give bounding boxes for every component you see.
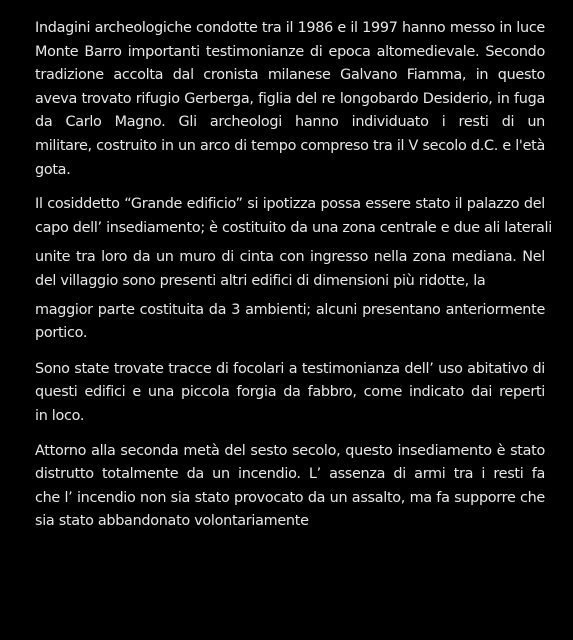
paragraph-excavations <box>35 17 545 182</box>
text-line: Sono state trovate tracce di focolari a testimonianza dell’ uso abitativo di <box>35 360 545 377</box>
text-line: militare, costruito in un arco di tempo compreso tra il V secolo d.C. e l'età <box>35 137 545 154</box>
text-line: aveva trovato rifugio Gerberga, figlia del re longobardo Desiderio, in fuga <box>35 90 545 107</box>
text-line: Monte Barro importanti testimonianze di epoca altomedievale. Secondo <box>35 43 545 60</box>
text-line: Indagini archeologiche condotte tra il 1986 e il 1997 hanno messo in luce <box>35 20 545 36</box>
paragraph-hearths <box>35 358 545 429</box>
text-line: tradizione accolta dal cronista milanese Galvano Fiamma, in questo <box>35 67 545 84</box>
text-line: che l’ incendio non sia stato provocato da un assalto, ma fa supporre che <box>35 489 545 506</box>
text-line: capo dell’ insediamento; è costituito da una zona centrale e due ali laterali <box>35 219 552 236</box>
text-line: Attorno alla seconda metà del sesto secolo, questo insediamento è stato <box>35 442 545 459</box>
text-line: portico. <box>35 325 88 342</box>
text-line: questi edifici e una piccola forgia da fabbro, come indicato dai reperti <box>35 384 545 401</box>
text-line: sia stato abbandonato volontariamente <box>35 513 309 530</box>
text-line: da Carlo Magno. Gli archeologi hanno individuato i resti di un <box>35 114 545 131</box>
paragraph-destruction <box>35 440 545 534</box>
text-line: unite tra loro da un muro di cinta con ingresso nella zona mediana. Nel <box>35 249 545 266</box>
text-line: gota. <box>35 161 71 178</box>
paragraph-grande-edificio <box>35 193 552 240</box>
text-line: distrutto totalmente da un incendio. L’ assenza di armi tra i resti fa <box>35 466 545 483</box>
text-line: in loco. <box>35 407 85 424</box>
paragraph-rooms <box>35 299 545 346</box>
document-body <box>35 17 552 534</box>
paragraph-village <box>35 246 545 293</box>
text-line: del villaggio sono presenti altri edifici di dimensioni più ridotte, la <box>35 272 486 289</box>
text-line: maggior parte costituita da 3 ambienti; alcuni presentano anteriormente <box>35 301 545 318</box>
text-line: Il cosiddetto “Grande edificio” si ipotizza possa essere stato il palazzo del <box>35 196 545 213</box>
